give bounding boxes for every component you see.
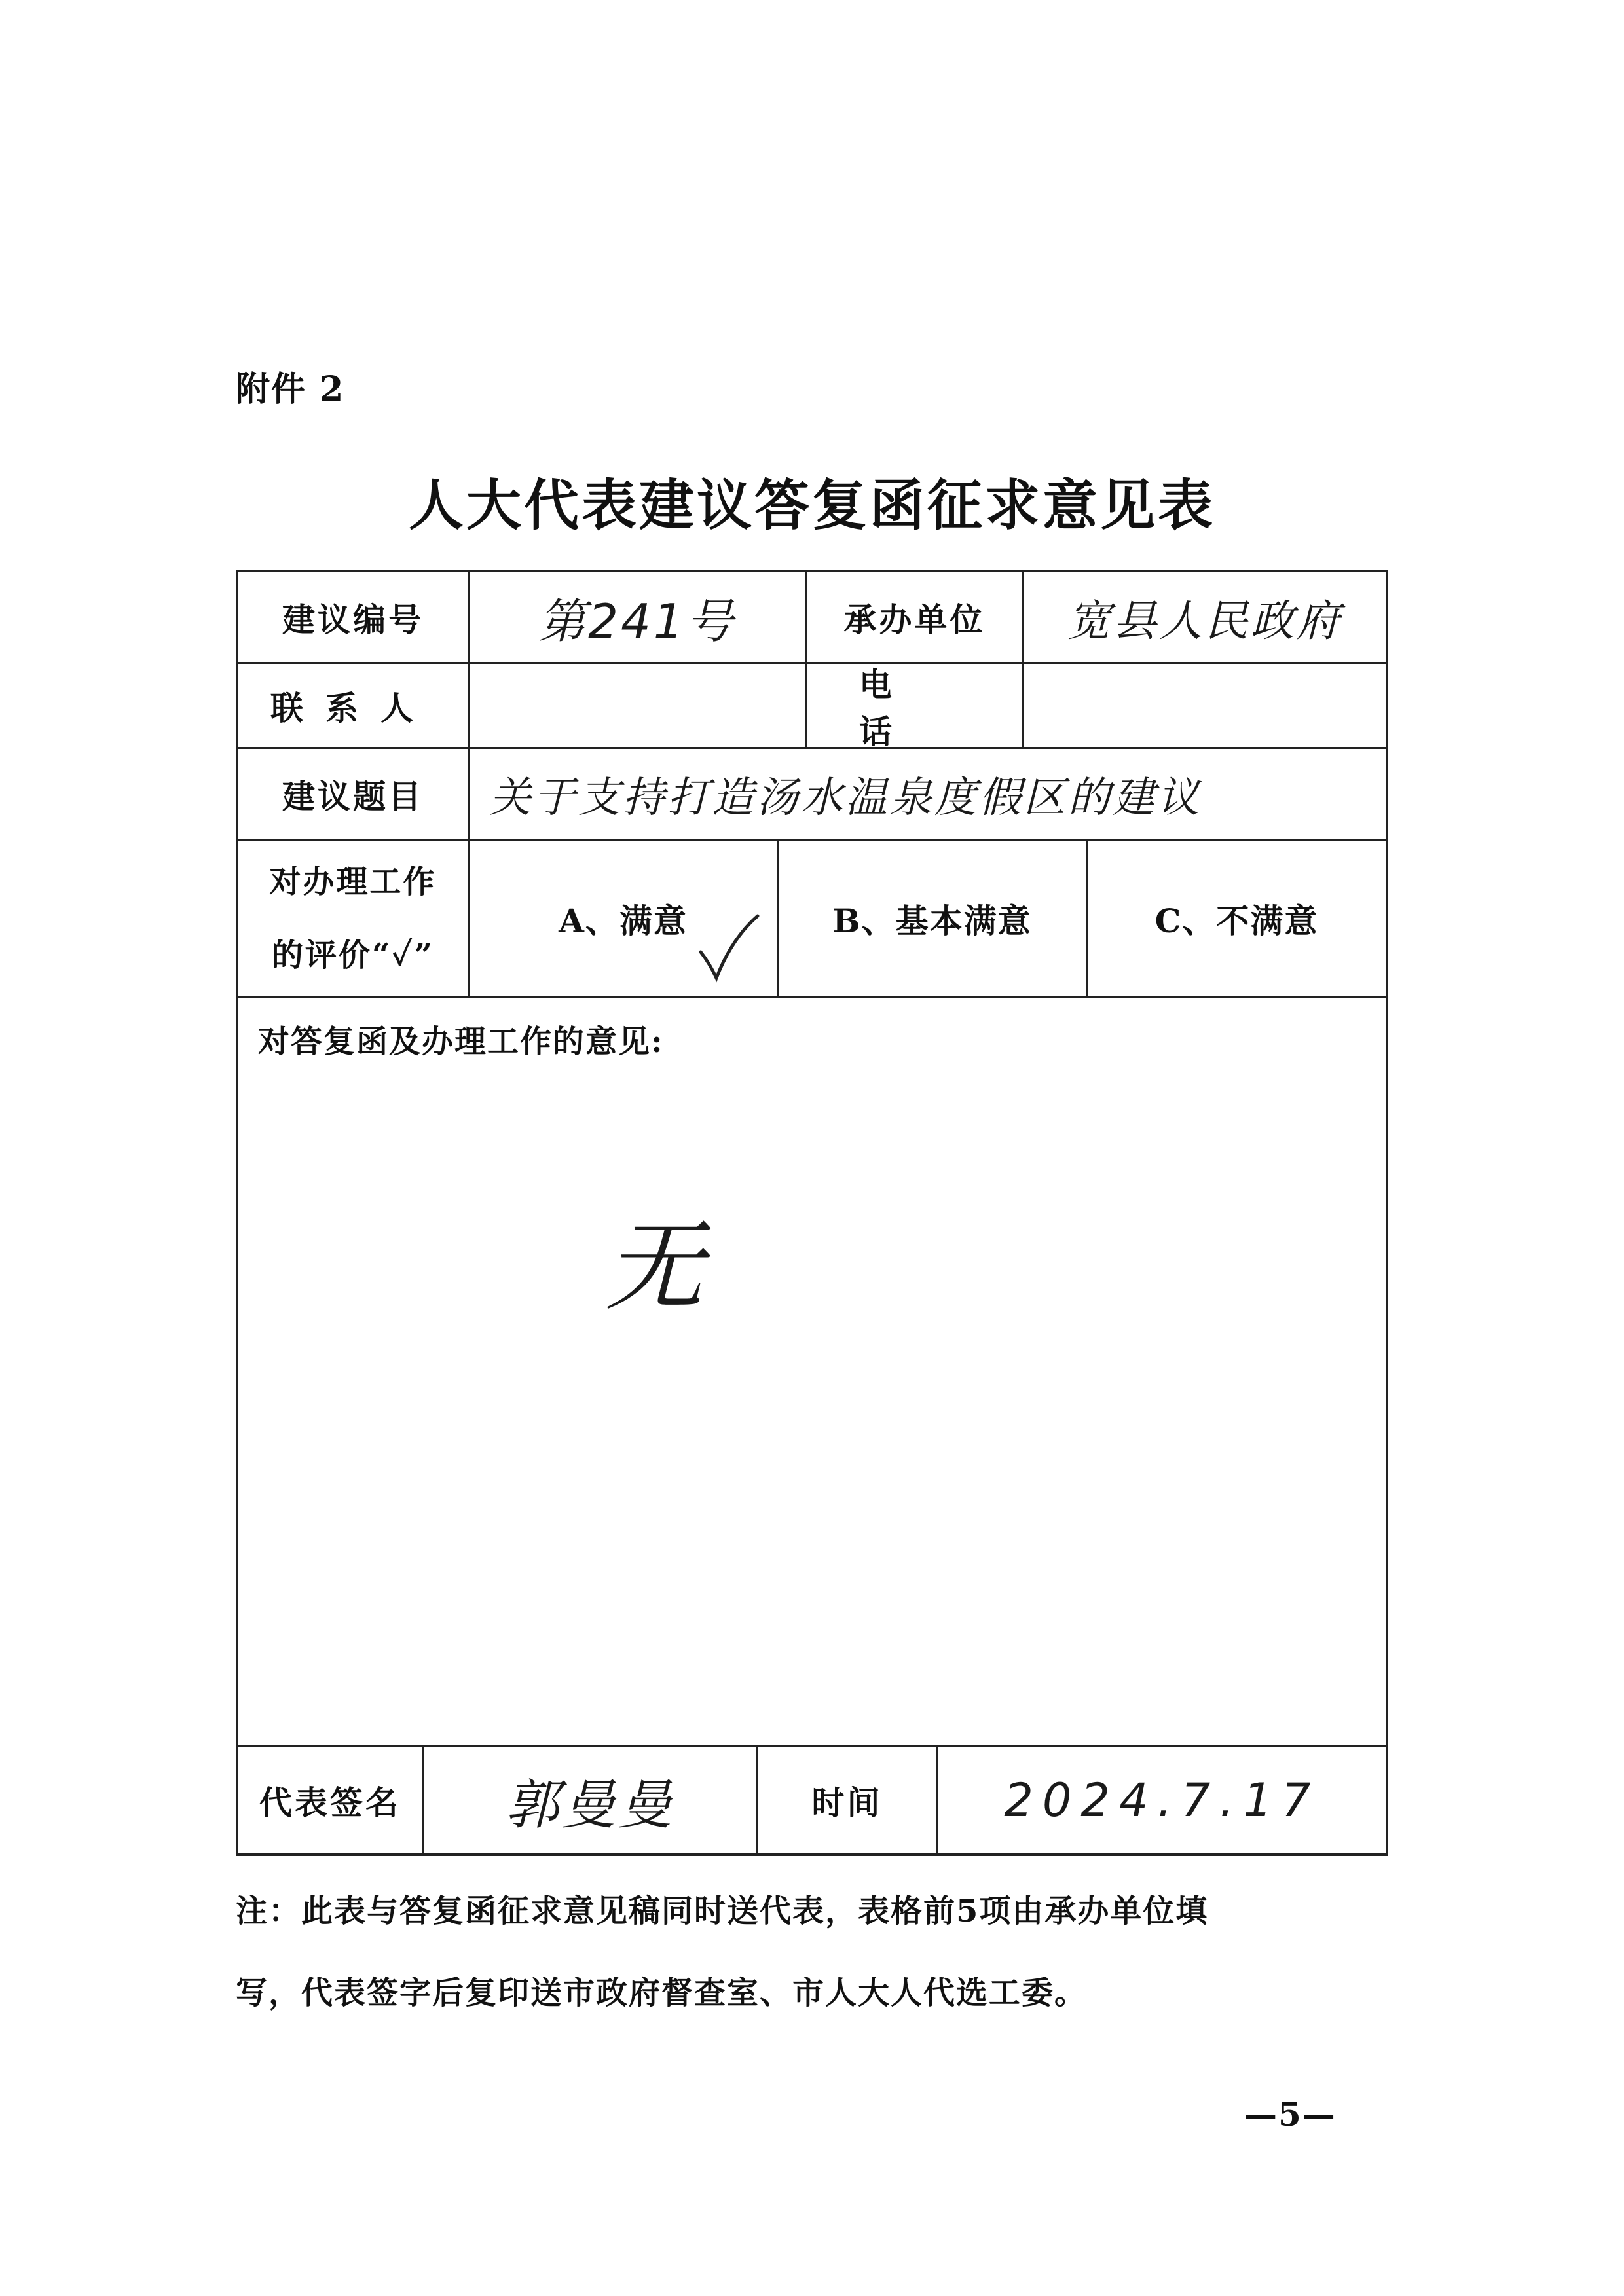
suggestion-number-value: 第241号 xyxy=(538,593,736,649)
contact-label: 联系人 xyxy=(238,664,470,747)
opinion-label: 对答复函及办理工作的意见: xyxy=(258,1023,664,1060)
row-opinion xyxy=(238,998,1386,1747)
time-label: 时间 xyxy=(758,1747,938,1853)
option-b-basically-satisfied[interactable] xyxy=(779,841,1088,996)
row-contact xyxy=(238,664,1386,749)
phone-label: 电话 xyxy=(807,664,1024,747)
evaluation-label-line2: 的评价“✓” xyxy=(271,936,435,974)
handling-unit-value: 宽县人民政府 xyxy=(1067,596,1342,646)
check-mark-icon xyxy=(695,913,761,985)
option-a-satisfied[interactable] xyxy=(470,841,779,996)
feedback-form xyxy=(236,570,1388,1856)
signature-label: 代表签名 xyxy=(238,1747,424,1853)
suggestion-number-label: 建议编号 xyxy=(238,572,470,662)
attachment-label: 附件 2 xyxy=(236,369,345,409)
topic-value: 关于支持打造汤水温泉度假区的建议 xyxy=(489,773,1202,822)
form-title: 人大代表建议答复函征求意见表 xyxy=(408,473,1215,538)
note-line-1: 注：此表与答复函征求意见稿同时送代表，表格前5项由承办单位填 xyxy=(236,1893,1209,1929)
option-c-unsatisfied[interactable] xyxy=(1088,841,1386,996)
signature-field[interactable] xyxy=(424,1747,758,1853)
row-signature xyxy=(238,1747,1386,1853)
option-c-label: C、不满意 xyxy=(1154,901,1319,940)
time-field[interactable] xyxy=(938,1747,1386,1853)
row-suggestion-number xyxy=(238,572,1386,664)
row-topic xyxy=(238,749,1386,841)
time-value: 2024.7.17 xyxy=(1004,1774,1320,1827)
topic-field[interactable] xyxy=(470,749,1386,839)
evaluation-label xyxy=(238,841,470,996)
opinion-value: 无 xyxy=(605,1211,707,1324)
row-evaluation xyxy=(238,841,1386,998)
signature-value: 郭曼曼 xyxy=(505,1774,674,1836)
topic-label: 建议题目 xyxy=(238,749,470,839)
option-b-label: B、基本满意 xyxy=(832,901,1032,940)
option-a-label: A、满意 xyxy=(559,901,688,940)
suggestion-number-field[interactable] xyxy=(470,572,807,662)
handling-unit-field[interactable] xyxy=(1024,572,1386,662)
handling-unit-label: 承办单位 xyxy=(807,572,1024,662)
page-number: —5— xyxy=(1244,2095,1337,2134)
opinion-field[interactable] xyxy=(605,1188,706,1329)
note-line-2: 写，代表签字后复印送市政府督查室、市人大人代选工委。 xyxy=(236,1975,1088,2011)
evaluation-label-line1: 对办理工作 xyxy=(269,863,437,900)
contact-field[interactable] xyxy=(470,664,807,747)
phone-field[interactable] xyxy=(1024,664,1386,747)
